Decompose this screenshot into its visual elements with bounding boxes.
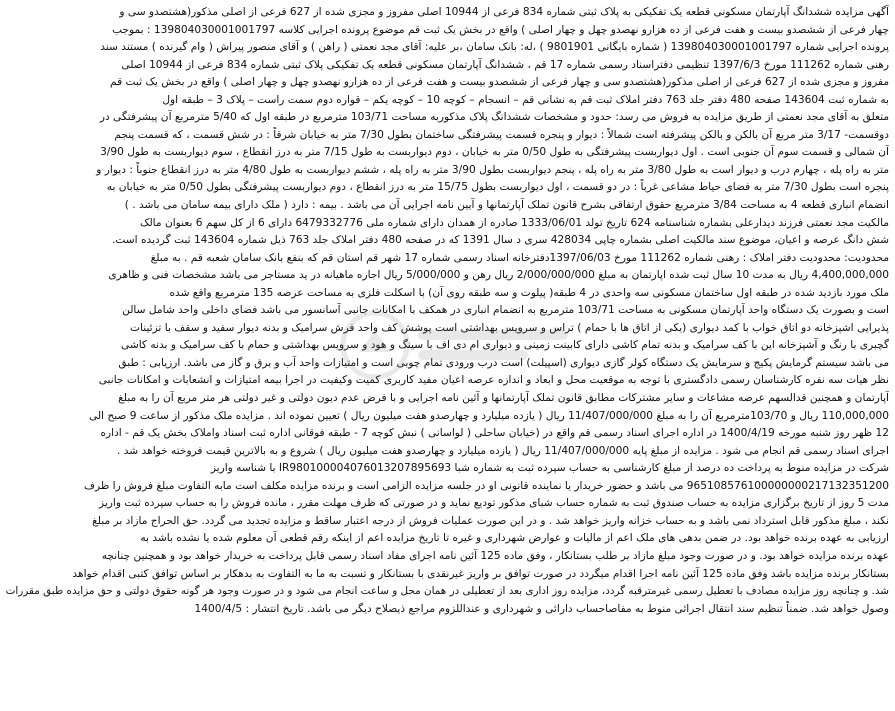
notice-line: رهنی شماره 111262 مورخ 1397/6/3 تنظیمی دفتراسناد رسمی شماره 17 قم ، ششدانگ آپارتمان مسکونی قطعه یک تفکیکی پلاک ثبتی شماره 834 فرعی از 10944 اصلی (121, 58, 889, 71)
notice-line: نظر هیات سه نفره کارشناسان رسمی دادگستری با توجه به موقعیت محل و ابعاد و اندازه عرصه اعیان مفید کاربری کمیت وکیفیت در اجرا بیمه امتیازات و انشعابات و امکانات جانبی (98, 374, 889, 387)
notice-line: آگهی مزایده ششدانگ آپارتمان مسکونی قطعه یک تفکیکی به پلاک ثبتی شماره 834 فرعی از 10944 اصلی مفروز و مجزی شده از 627 فرعی از اصلی مذکور(هشتصدو سی و (119, 6, 889, 18)
notice-line: می باشد سیستم گرمایش پکیج و سرمایش یک دستگاه کولر گازی دیواری (اسپیلت) است درب ورودی تمام چوبی است و امتیازات واحد آب و برق و گاز می باشد. ارزیابی : طبق (118, 356, 889, 369)
notice-line: شد. و چنانچه روز مزایده مصادف با تعطیل رسمی غیرمترقبه گردد، مزایده روز اداری بعد از تعطیلی در همان محل و ساعت انجام می شود و در صورت وجود هر گونه حقوق دولتی و حق مزایده طبق مقررات (6, 585, 889, 598)
notice-line: پذیرایی اشپزخانه دو اتاق خواب با کمد دیواری (یکی از اتاق ها با حمام ) تراس و سرویس بهداشتی است پوشش کف واحد فرش سرامیک و بدنه دیوار سفید و سقف با تزئینات (130, 321, 889, 334)
notice-line: گچبری با رنگ و آشپزخانه این با کف سرامیک و بدنه تمام کاشی دارای کابینت زمینی و دیواری ام دی اف با سینگ و هود و سرویس بهداشتی و حمام با کف سرامیک و بدنه کاشی (121, 339, 889, 352)
notice-line: مفروز و مجزی شده از 627 فرعی از اصلی مذکور(هشتصدو سی و چهار فرعی از ششصدو بیست و هفت فرعی از ده هزارو نهصدو چهل و چهار اصلی ) واقع در بخش یک ثبت قم (110, 76, 889, 89)
auction-notice-text (6, 4, 889, 707)
notice-line: به شماره ثبت 143604 صفحه 480 دفتر جلد 763 دفتر املاک ثبت قم به نشانی قم – انسجام – کوچه 10 – کوچه یکم – قواره دوم سمت راست – پلاک 3 – طبقه اول (162, 93, 889, 106)
notice-line: نکند ، مبلغ مذکور قابل استرداد نمی باشد و به حساب خزانه واریز خواهد شد . و در این صورت عملیات فروش از درجه اعتبار ساقط و مزایده تجدید می گردد. حق الحراج مازاد بر مبلغ (92, 514, 889, 527)
notice-line: دوقسمت- 3/17 متر مربع آن بالکن و بالکن پیشرفته است شمالاً : دیوار و پنجره قسمت پیشرفتگی ساختمان بطول 7/30 متر به خیابان شرقاً : در شش قسمت ، که قسمت پنجم (114, 128, 889, 141)
notice-line: انضمام انباری قطعه 4 به مساحت 3/84 مترمربع حقوق ارتفاقی بشرح قانون تملک آپارتمانها و آیین نامه اجرایی آن می باشد . بیمه : دارد ( ملک دارای بیمه سامان می باشد . ) (124, 199, 889, 212)
notice-line: شش دانگ عرصه و اعیان، موضوع سند مالکیت اصلی بشماره چاپی 428034 سری د سال 1391 که در صفحه 480 دفتر املاک جلد 763 ذیل شماره 143604 ثبت گردیده است. (112, 234, 889, 247)
notice-line: محدودیت: محدودیت دفتر املاک : رهنی شماره 111262 مورخ 1397/06/03دفترخانه اسناد رسمی شماره 17 شهر قم استان قم که بنفع بانک سامان شعبه قم . به مبلغ (150, 251, 889, 264)
notice-line: متعلق به آقای مجد نعمتی از طریق مزایده به فروش می رسد: حدود و مشخصات ششدانگ پلاک مذکوربه مساحت 103/71 مترمربع در طبقه اول که 5/40 مترمربع آن پیشرفتگی در (99, 111, 889, 124)
notice-line: عهده برنده مزایده خواهد بود. و در صورت وجود مبلغ مازاد بر طلب بستانکار ، وفق ماده 125 آئین نامه اجرای مفاد اسناد رسمی قابل پرداخت به خریدار خواهد بود و همچنین چنانچه (101, 549, 889, 562)
notice-line: متر به راه پله ، چهارم درب و دیوار است به طول 3/80 متر به راه پله ، پنجم دیواربست بطول 3/90 متر به راه پله ، ششم دیواربست به طول 4/80 متر به درز انقطاع جنوباً : دیوار و (96, 163, 889, 176)
notice-line: مالکیت مجد نعمتی فرزند دیدارعلی بشماره شناسنامه 624 تاریخ تولد 1333/06/01 صادره از همدان دارای شماره ملی 6479332776 دارای 6 از کل سهم 6 بعنوان مالک (139, 216, 889, 229)
notice-line: وصول خواهد شد. ضمناً تنظیم سند انتقال اجرائی منوط به مفاصاحساب دارائی و شهرداری و عنداللزوم مراجع ذیصلاح دیگر می باشد. تاریخ انتشار : 1400/4/5 (194, 602, 889, 615)
notice-line: مدت 5 روز از تاریخ برگزاری مزایده به حساب صندوق ثبت به شماره حساب شبای مذکور تودیع نماید و در صورتی که ظرف مهلت مقرر ، مانده فروش را به حساب سپرده ثبت واریز (99, 497, 889, 510)
notice-line: 4,400,000,000 ریال به مدت 10 سال ثبت شده اپارتمان به مبلغ 2/000/000/000 ریال رهن و 5/000/000 ریال اجاره ماهیانه در ید مستاجر می باشد مشخصات فنی و ظاهری (108, 269, 889, 282)
notice-line: پنجره است بطول 7/30 متر به فضای حیاط مشاعی غرباً : در دو قسمت ، اول دیواربست بطول 15/75 متر به درز انقطاع ، دوم دیواربست پیشرفتگی بطول 0/50 متر به خیابان به (106, 181, 889, 194)
notice-line: 12 ظهر روز شنبه مورخه 1400/4/19 در اداره اجرای اسناد رسمی قم واقع در (خیابان ساحلی ( لواسانی ) نبش کوچه 7 - طبقه فوقانی اداره ثبت اسناد واملاک بخش یک قم - اداره (100, 427, 889, 440)
notice-line: پرونده اجرایی شماره 139804030001001797 ( شماره بایگانی 9801901 ) ،له: بانک سامان ،بر علیه: آقای مجد نعمتی ( راهن ) و آقای منصور پیراش ( وام گیرنده ) مستند سند (100, 41, 889, 54)
notice-line: اجرای اسناد رسمی قم انجام می شود . مزایده از مبلغ پایه 11/407/000/000 ریال ( یازده میلیارد و چهارصدو هفت میلیون ریال ) شروع و به بالاترین قیمت فروخته خواهد شد . (117, 444, 889, 457)
notice-line: بستانکار برنده مزایده باشد وفق ماده 125 آئین نامه اجرا اقدام میگردد در صورت توافق بر واریز غیرنقدی با بستانکار و تسبت به ما به التفاوت به بدهکار بر اساس توافق کتبی اقدام خواهد (72, 567, 889, 580)
notice-line: ارزیابی به عهده برنده خواهد بود. در ضمن بدهی های ملک اعم از مالیات و عوارض شهرداری و غیره تا تاریخ مزایده اعم از اینکه رقم قطعی آن معلوم شده یا نشده باشد به (140, 532, 889, 545)
notice-line: شرکت در مزایده منوط به پرداخت ده درصد از مبلغ کارشناسی به حساب سپرده ثبت به شماره شبا IR980100004076013207895693 با شناسه واریز (210, 462, 889, 475)
notice-line: چهار فرعی از ششصدو بیست و هفت فرعی از ده هزارو نهصدو چهل و چهار اصلی ) واقع در بخش یک ثبت قم موضوع پرونده اجرایی کلاسه 139804030001001797 : بموجب (112, 23, 889, 36)
notice-line: 965108576100000000217132351200 می باشد و حضور خریدار یا نماینده قانونی او در جلسه مزایده الزامی است و برنده مزایده مکلف است مابه التفاوت مبلغ فروش را ظرف (84, 479, 889, 492)
notice-line: آپارتمان و همچنین قدالسهم عرصه مشاعات و سایر مشترکات مطابق قانون تملک آپارتمانها و آئین نامه اجرایی و با فرض عدم دیون دولتی و غیر دولتی هر متر مربع آن را به مبلغ (118, 392, 889, 405)
notice-line: 110,000,000 ریال و 103/70مترمربع آن را به مبلغ 11/407/000/000 ریال ( یازده میلیارد و چهارصدو هفت میلیون ریال ) تعیین نموده اند . مزایده ملک مذکور از ساعت 9 صبح الی (88, 409, 889, 422)
notice-line: است و بصورت یک دستگاه واحد آپارتمان مسکونی به مساحت 103/71 مترمربع به انضمام انباری در همکف با امکانات جانبی آسانسور می باشد فضای داخلی واحد شامل سالن (122, 304, 889, 317)
notice-line: آن شمالی و قسمت سوم آن جنوبی است . اول دیواربست پیشرفتگی به طول 0/50 متر به خیابان ، دوم دیواربست به طول 7/15 متر به درز انقطاع ، سوم دیواربست به طول 3/90 (100, 146, 889, 159)
notice-line: ملک مورد بازدید شده در طبقه اول ساختمان مسکونی سه واحدی در 4 طبقه( پیلوت و سه طبقه روی آن) با اسکلت فلزی به مساحت عرصه 135 مترمربع واقع شده (169, 286, 889, 299)
